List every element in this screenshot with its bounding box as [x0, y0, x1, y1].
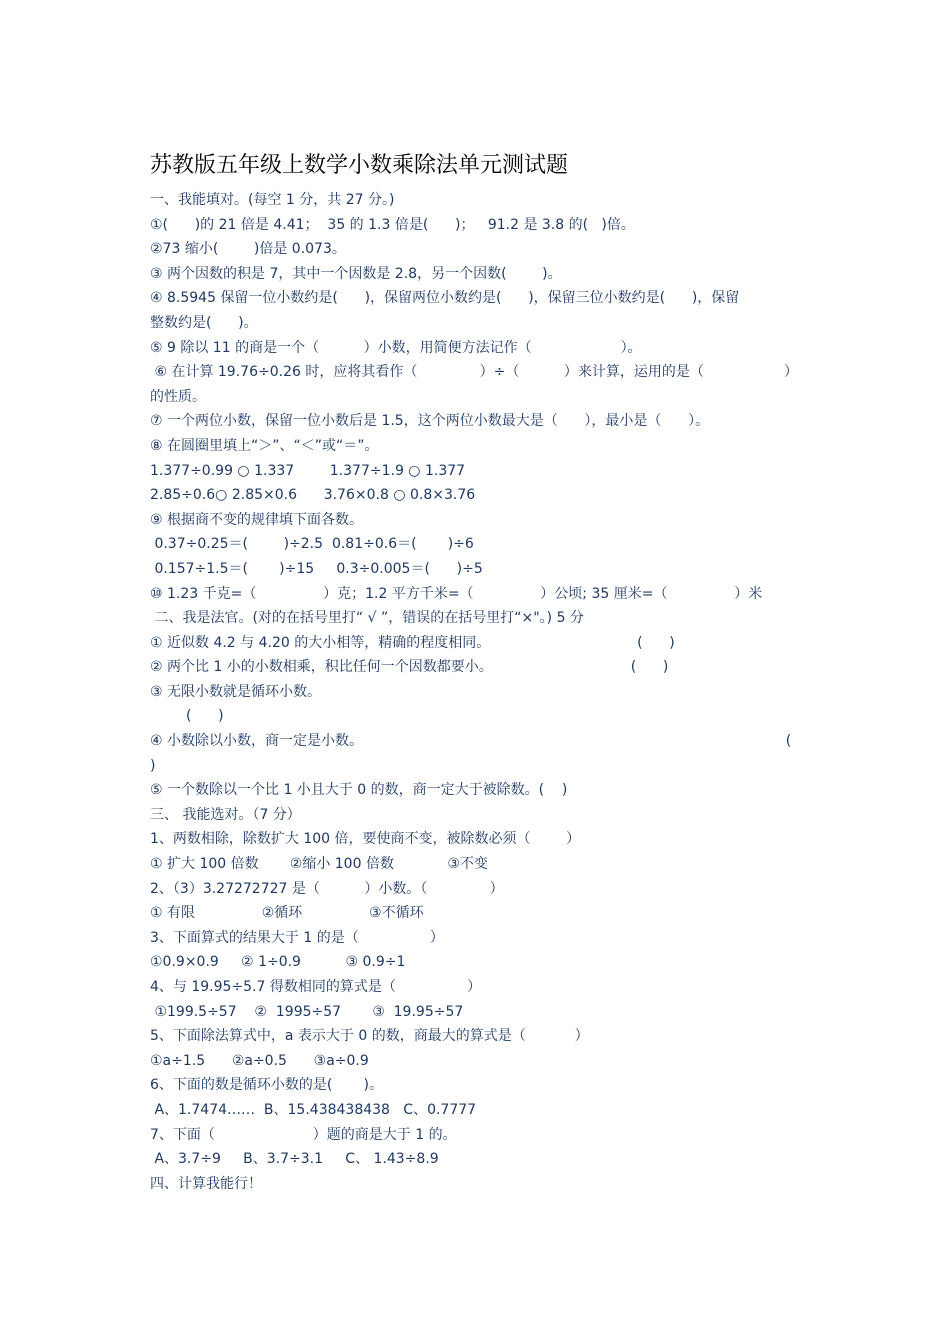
question-line: ①( )的 21 倍是 4.41； 35 的 1.3 倍是( )； 91.2 是 3.8 的( )倍。 [150, 216, 635, 233]
question-line: ⑥ 在计算 19.76÷0.26 时，应将其看作（ ）÷（ ）来计算，运用的是（ ） [150, 364, 798, 381]
section-4-heading: 四、计算我能行！ [150, 1175, 262, 1192]
question-line: ③ 无限小数就是循环小数。 [150, 683, 322, 700]
answer-bracket: ( ) [186, 708, 224, 725]
document-page [150, 148, 800, 1196]
question-line: 3、下面算式的结果大于 1 的是（ ） [150, 929, 444, 946]
question-line: ⑩ 1.23 千克=（ ）克；1.2 平方千米=（ ）公顷; 35 厘米=（ ）米 [150, 585, 763, 602]
options-line: A、3.7÷9 B、3.7÷3.1 C、 1.43÷8.9 [150, 1151, 439, 1168]
question-line: ② 两个比 1 小的小数相乘，积比任何一个因数都要小。 ( ) [150, 659, 669, 676]
answer-bracket: ) [150, 757, 156, 774]
section-1-heading: 一、我能填对。(每空 1 分，共 27 分。) [150, 192, 395, 208]
question-line: 1、两数相除，除数扩大 100 倍，要使商不变，被除数必须（ ） [150, 831, 581, 848]
question-line: ⑧ 在圆圈里填上“＞”、“＜”或“＝”。 [150, 437, 379, 454]
question-line: ②73 缩小( )倍是 0.073。 [150, 241, 346, 258]
question-line: 2.85÷0.6○ 2.85×0.6 3.76×0.8 ○ 0.8×3.76 [150, 487, 476, 504]
question-line: 4、与 19.95÷5.7 得数相同的算式是（ ） [150, 979, 482, 995]
page-title: 苏教版五年级上数学小数乘除法单元测试题 [150, 153, 569, 178]
section-3-heading: 三、 我能选对。（7 分） [150, 806, 301, 823]
question-line: 6、下面的数是循环小数的是( )。 [150, 1077, 383, 1094]
options-line: ①0.9×0.9 ② 1÷0.9 ③ 0.9÷1 [150, 954, 406, 971]
question-line: ⑨ 根据商不变的规律填下面各数。 [150, 511, 364, 528]
question-line: 0.157÷1.5＝( )÷15 0.3÷0.005＝( )÷5 [150, 560, 483, 577]
question-line: ③ 两个因数的积是 7，其中一个因数是 2.8，另一个因数( )。 [150, 265, 562, 282]
options-line: A、1.7474…… B、15.438438438 C、0.7777 [150, 1101, 477, 1118]
question-line: 2、（3）3.27272727 是（ ）小数。（ ） [150, 880, 504, 897]
question-line: 0.37÷0.25＝( )÷2.5 0.81÷0.6＝( )÷6 [150, 536, 474, 553]
question-line: 1.377÷0.99 ○ 1.337 1.377÷1.9 ○ 1.377 [150, 462, 466, 479]
question-line: 的性质。 [150, 388, 206, 405]
options-line: ① 扩大 100 倍数 ②缩小 100 倍数 ③不变 [150, 856, 488, 873]
question-line: ⑦ 一个两位小数，保留一位小数后是 1.5，这个两位小数最大是（ ），最小是（ ）。 [150, 413, 710, 430]
options-line: ①a÷1.5 ②a÷0.5 ③a÷0.9 [150, 1052, 369, 1069]
question-line: ① 近似数 4.2 与 4.20 的大小相等，精确的程度相同。 ( ) [150, 634, 675, 651]
options-line: ①199.5÷57 ② 1995÷57 ③ 19.95÷57 [150, 1003, 464, 1020]
question-line: ④ 小数除以小数，商一定是小数。 ( [150, 733, 792, 750]
question-line: 整数约是( )。 [150, 314, 258, 331]
question-line: 5、下面除法算式中，a 表示大于 0 的数，商最大的算式是（ ） [150, 1028, 589, 1045]
question-line: ④ 8.5945 保留一位小数约是( )，保留两位小数约是( )，保留三位小数约是( )，保留 [150, 290, 740, 307]
question-line: ⑤ 一个数除以一个比 1 小且大于 0 的数，商一定大于被除数。( ) [150, 782, 568, 799]
section-2-heading: 二、我是法官。(对的在括号里打“ √ ”，错误的在括号里打“×"。) 5 分 [150, 610, 584, 627]
question-line: ⑤ 9 除以 11 的商是一个（ ）小数，用简便方法记作（ ）。 [150, 339, 642, 356]
options-line: ① 有限 ②循环 ③不循环 [150, 905, 424, 922]
question-line: 7、下面（ ）题的商是大于 1 的。 [150, 1126, 457, 1143]
